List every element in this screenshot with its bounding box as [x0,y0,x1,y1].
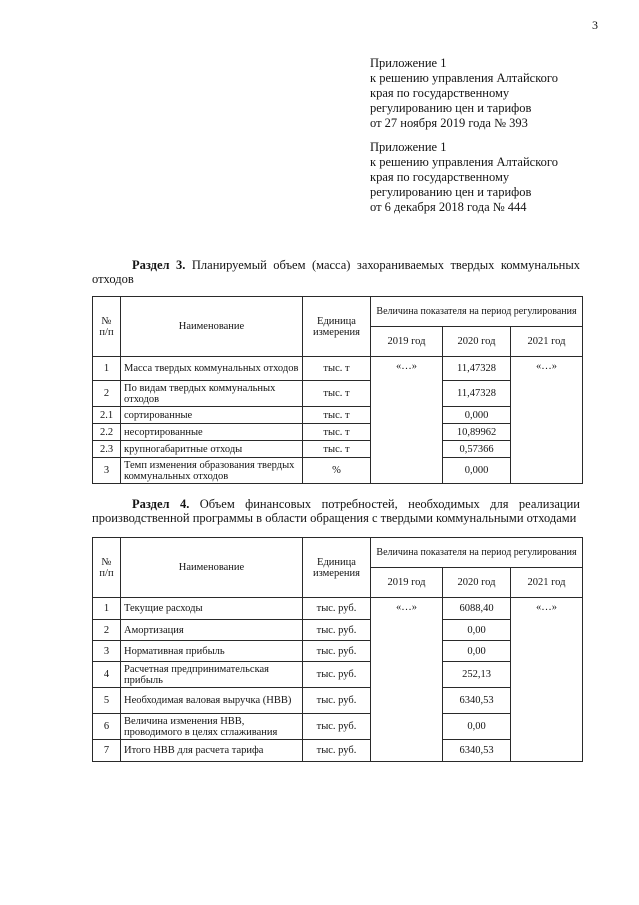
appendix-block-previous [370,140,558,215]
row-num: 3 [93,641,121,662]
table-row [93,662,583,688]
appendix-line: от 6 декабря 2018 года № 444 [370,200,527,214]
appendix-line: Приложение 1 [370,140,447,154]
row-value-2020: 0,000 [443,458,511,484]
row-unit: тыс. руб. [303,641,371,662]
row-num: 4 [93,662,121,688]
row-unit: тыс. руб. [303,688,371,714]
header-2020: 2020 год [443,327,511,357]
header-unit: Единица измерения [303,538,371,598]
row-unit: тыс. т [303,424,371,441]
row-name: Итого НВВ для расчета тарифа [121,740,303,762]
row-value-2020: 0,00 [443,620,511,641]
value-2021-merged: «…» [511,598,583,762]
section-3-lead: Раздел 3. [132,258,186,272]
row-value-2020: 10,89962 [443,424,511,441]
appendix-line: края по государственному [370,86,510,100]
table-row [93,441,583,458]
row-value-2020: 0,00 [443,641,511,662]
header-2021: 2021 год [511,568,583,598]
appendix-line: края по государственному [370,170,510,184]
header-num: № п/п [93,538,121,598]
table-row [93,620,583,641]
appendix-line: Приложение 1 [370,56,447,70]
section-3-title: Планируемый объем (масса) захораниваемых твердых коммунальных отходов [92,258,581,286]
row-value-2020: 0,57366 [443,441,511,458]
row-unit: тыс. руб. [303,662,371,688]
row-name: Нормативная прибыль [121,641,303,662]
table-row [93,458,583,484]
table-row [93,357,583,381]
header-name: Наименование [121,538,303,598]
appendix-line: регулированию цен и тарифов [370,101,532,115]
row-num: 2 [93,381,121,407]
row-name: Необходимая валовая выручка (НВВ) [121,688,303,714]
row-num: 3 [93,458,121,484]
row-unit: тыс. руб. [303,714,371,740]
row-value-2020: 11,47328 [443,381,511,407]
row-name: Темп изменения образования твердых коммунальных отходов [121,458,303,484]
page-number: 3 [592,18,598,32]
row-name: сортированные [121,407,303,424]
row-value-2020: 252,13 [443,662,511,688]
header-2019: 2019 год [371,568,443,598]
row-num: 6 [93,714,121,740]
table-row [93,424,583,441]
row-num: 1 [93,357,121,381]
header-period: Величина показателя на период регулирования [371,297,583,327]
header-unit: Единица измерения [303,297,371,357]
row-num: 2.3 [93,441,121,458]
section-3-heading [92,258,580,286]
appendix-line: к решению управления Алтайского [370,71,558,85]
header-name: Наименование [121,297,303,357]
table-row [93,381,583,407]
row-unit: тыс. т [303,357,371,381]
row-name: По видам твердых коммунальных отходов [121,381,303,407]
table-row [93,598,583,620]
row-value-2020: 11,47328 [443,357,511,381]
row-num: 7 [93,740,121,762]
header-period: Величина показателя на период регулирования [371,538,583,568]
table-row [93,740,583,762]
row-unit: тыс. руб. [303,740,371,762]
section-4-heading [92,497,580,525]
header-2019: 2019 год [371,327,443,357]
appendix-block-current [370,56,558,131]
row-unit: % [303,458,371,484]
row-name: Расчетная предпринимательская прибыль [121,662,303,688]
row-name: Текущие расходы [121,598,303,620]
table-row [93,688,583,714]
section-4-lead: Раздел 4. [132,497,190,511]
row-num: 5 [93,688,121,714]
row-name: Величина изменения НВВ, проводимого в целях сглаживания [121,714,303,740]
row-num: 2.1 [93,407,121,424]
row-unit: тыс. руб. [303,598,371,620]
row-num: 2.2 [93,424,121,441]
row-value-2020: 6088,40 [443,598,511,620]
row-unit: тыс. т [303,381,371,407]
section-4-title: Объем финансовых потребностей, необходимых для реализации производственной программы в области обращения с твердыми коммунальными отходами [92,497,580,525]
header-2021: 2021 год [511,327,583,357]
row-num: 2 [93,620,121,641]
appendix-line: регулированию цен и тарифов [370,185,532,199]
row-unit: тыс. руб. [303,620,371,641]
value-2021-merged: «…» [511,357,583,484]
value-2019-merged: «…» [371,357,443,484]
section-3-table [92,296,583,484]
table-row [93,641,583,662]
row-name: Амортизация [121,620,303,641]
row-value-2020: 0,00 [443,714,511,740]
row-unit: тыс. т [303,441,371,458]
value-2019-merged: «…» [371,598,443,762]
header-2020: 2020 год [443,568,511,598]
row-name: крупногабаритные отходы [121,441,303,458]
row-value-2020: 6340,53 [443,740,511,762]
row-value-2020: 6340,53 [443,688,511,714]
appendix-line: от 27 ноября 2019 года № 393 [370,116,528,130]
header-num: № п/п [93,297,121,357]
row-name: несортированные [121,424,303,441]
table-row [93,714,583,740]
row-value-2020: 0,000 [443,407,511,424]
row-name: Масса твердых коммунальных отходов [121,357,303,381]
appendix-line: к решению управления Алтайского [370,155,558,169]
table-row [93,407,583,424]
row-num: 1 [93,598,121,620]
row-unit: тыс. т [303,407,371,424]
section-4-table [92,537,583,762]
